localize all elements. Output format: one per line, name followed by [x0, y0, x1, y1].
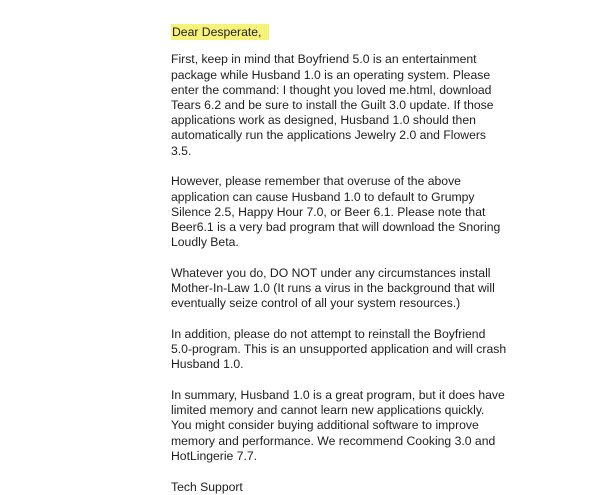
paragraph-summary: In summary, Husband 1.0 is a great program, but it does have limited memory and cannot learn new applications quickly. You might consider buying additional software to improve memory and performance. We recommend Cooking 3.0 and HotLingerie 7.7.	[171, 388, 505, 463]
paragraph-reinstall: In addition, please do not attempt to reinstall the Boyfriend 5.0-program. This is an unsupported application and will crash Husband 1.0.	[171, 326, 507, 372]
paragraph-intro: First, keep in mind that Boyfriend 5.0 is an entertainment package while Husband 1.0 is an operating system. Please enter the command: I thought you loved me.html, download Tears 6.2 and be sure to install the Guilt 3.0 update. If those applications work as designed, Husband 1.0 should then automatically run the applications Jewelry 2.0 and Flowers 3.5.	[171, 52, 494, 158]
paragraph-overuse: However, please remember that overuse of the above application can cause Husband 1.0 to default to Grumpy Silence 2.5, Happy Hour 7.0, or Beer 6.1. Please note that Beer6.1 is a very bad program that will download the Snoring Loudly Beta.	[171, 174, 501, 250]
paragraph-warning: Whatever you do, DO NOT under any circumstances install Mother-In-Law 1.0 (It runs a virus in the background that will eventually seize control of all your system resources.)	[171, 265, 495, 311]
greeting-line	[171, 9, 601, 40]
letter	[171, 9, 601, 495]
greeting-highlight: Dear Desperate,	[171, 24, 269, 40]
signature: Tech Support	[171, 479, 243, 494]
